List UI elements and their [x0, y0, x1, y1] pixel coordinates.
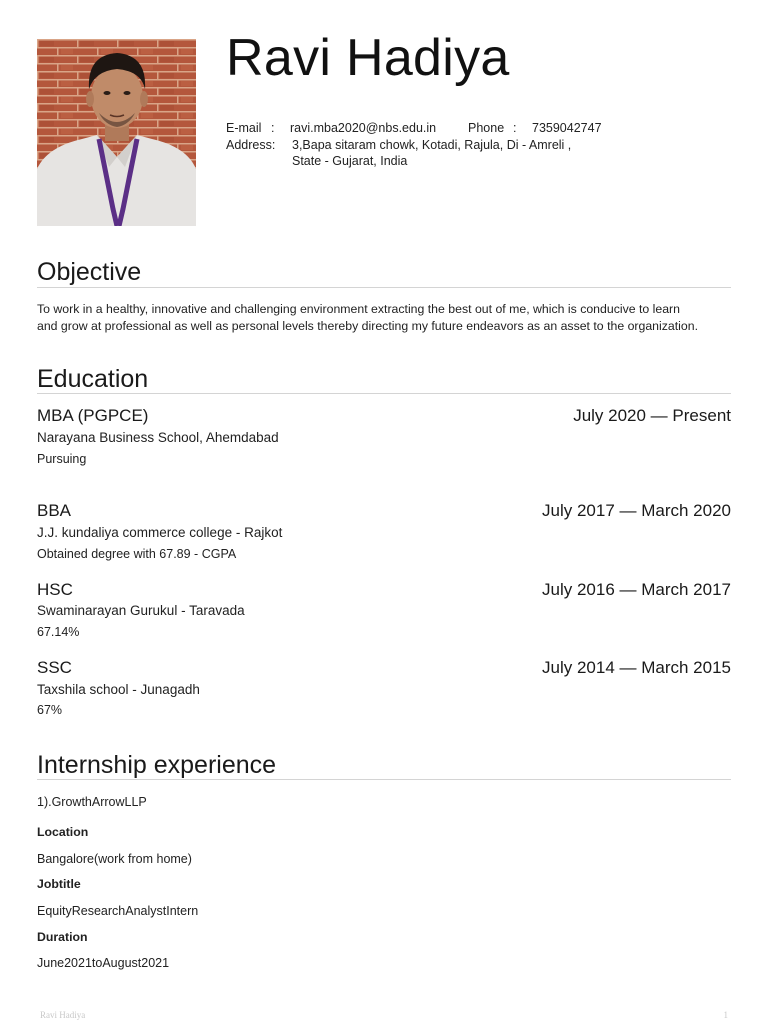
education-degree: SSC [37, 658, 72, 677]
internship-jobtitle-value: EquityResearchAnalystIntern [37, 904, 199, 918]
internship-jobtitle-label: Jobtitle [37, 877, 81, 891]
education-degree: MBA (PGPCE) [37, 406, 149, 425]
education-divider [37, 393, 731, 394]
internship-duration-label: Duration [37, 930, 88, 944]
internship-divider [37, 779, 731, 780]
footer-page-number: 1 [723, 1010, 728, 1020]
address-label: Address: [226, 138, 276, 152]
objective-divider [37, 287, 731, 288]
phone-label: Phone [468, 121, 505, 135]
candidate-name: Ravi Hadiya [226, 29, 510, 87]
education-note: Obtained degree with 67.89 - CGPA [37, 547, 237, 561]
email-value[interactable]: ravi.mba2020@nbs.edu.in [290, 121, 437, 135]
email-separator: : [271, 121, 275, 135]
education-dates: July 2014 — March 2015 [542, 658, 731, 677]
education-institution: Swaminarayan Gurukul - Taravada [37, 603, 245, 618]
education-note: 67.14% [37, 625, 80, 639]
education-note: Pursuing [37, 452, 87, 466]
education-institution: Taxshila school - Junagadh [37, 682, 200, 697]
objective-line-2: and grow at professional as well as personal levels thereby directing my future endeavors as an asset to the organization. [37, 319, 698, 333]
education-degree: HSC [37, 580, 73, 599]
education-institution: Narayana Business School, Ahemdabad [37, 430, 279, 445]
email-label: E-mail [226, 121, 262, 135]
education-dates: July 2020 — Present [573, 406, 731, 425]
education-degree: BBA [37, 501, 72, 520]
profile-photo [37, 39, 196, 226]
phone-separator: : [513, 121, 517, 135]
address-line-2: State - Gujarat, India [292, 154, 408, 168]
internship-company: 1).GrowthArrowLLP [37, 795, 147, 809]
footer-name: Ravi Hadiya [40, 1010, 86, 1020]
education-note: 67% [37, 703, 63, 717]
education-dates: July 2016 — March 2017 [542, 580, 731, 599]
phone-value: 7359042747 [532, 121, 602, 135]
internship-location-value: Bangalore(work from home) [37, 852, 192, 866]
education-institution: J.J. kundaliya commerce college - Rajkot [37, 525, 283, 540]
education-dates: July 2017 — March 2020 [542, 501, 731, 520]
education-heading: Education [37, 365, 149, 393]
objective-line-1: To work in a healthy, innovative and challenging environment extracting the best out of me, which is conducive to learn [37, 302, 680, 316]
internship-duration-value: June2021toAugust2021 [37, 956, 170, 970]
objective-heading: Objective [37, 258, 142, 286]
address-line-1: 3,Bapa sitaram chowk, Kotadi, Rajula, Di - Amreli , [292, 138, 572, 152]
internship-location-label: Location [37, 825, 89, 839]
internship-heading: Internship experience [37, 751, 277, 779]
